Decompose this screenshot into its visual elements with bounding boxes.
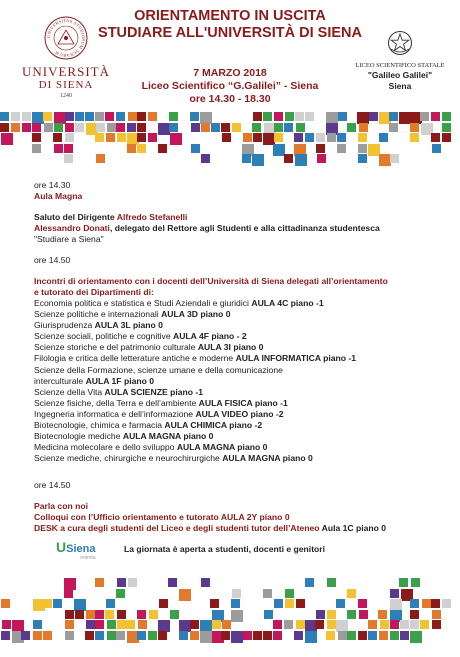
mosaic-tile [117, 578, 126, 587]
mosaic-tile [65, 631, 74, 640]
mosaic-tile [400, 620, 409, 629]
mosaic-tile [379, 133, 388, 142]
department-name: Scienze politiche e internazionali [34, 309, 162, 320]
department-room: AULA MAGNA piano 0 [222, 453, 313, 464]
event-venue: Liceo Scientifico “G.Galilei” - Siena [141, 80, 319, 92]
mosaic-tile [190, 620, 199, 629]
mosaic-tile [243, 133, 252, 142]
department-item [34, 442, 356, 453]
mosaic-tile [117, 610, 126, 619]
mosaic-tile [33, 620, 42, 629]
mosaic-tile [337, 144, 346, 153]
mosaic-tile [327, 610, 336, 619]
mosaic-tile [53, 133, 62, 142]
mosaic-tile [221, 631, 230, 640]
mosaic-tile [380, 620, 389, 629]
mosaic-tile [11, 112, 20, 121]
department-name: Biotecnologie mediche [34, 431, 123, 442]
mosaic-tile [1, 599, 10, 608]
mosaic-tile [338, 112, 347, 121]
department-item [34, 376, 356, 387]
decorative-mosaic-bottom [0, 578, 460, 648]
mosaic-tile [442, 599, 451, 608]
mosaic-tile [22, 123, 31, 132]
department-name: Scienze sociali, politiche e cognitive [34, 331, 174, 342]
mosaic-tile [284, 123, 293, 132]
desk-text: DESK a cura degli studenti del Liceo e degli studenti tutor dell’Ateneo [34, 523, 320, 533]
mosaic-tile [232, 589, 241, 598]
mosaic-tile [106, 133, 115, 142]
mosaic-tile [432, 610, 441, 619]
mosaic-tile [410, 631, 422, 643]
mosaic-tile [410, 133, 419, 142]
mosaic-tile [149, 610, 158, 619]
mosaic-tile [316, 610, 325, 619]
mosaic-tile [295, 154, 307, 166]
mosaic-tile [65, 620, 74, 629]
talk-title: "Studiare a Siena" [34, 234, 104, 244]
mosaic-tile [432, 144, 441, 153]
mosaic-tile [368, 620, 377, 629]
mosaic-tile [347, 123, 356, 132]
mosaic-tile [358, 144, 367, 153]
mosaic-tile [390, 631, 399, 640]
mosaic-tile [431, 112, 440, 121]
time-opening: ore 14.30 [34, 180, 71, 190]
mosaic-tile [252, 154, 264, 166]
mosaic-tile [117, 620, 126, 629]
mosaic-tile [285, 589, 294, 598]
talk-label: Parla con noi [34, 501, 88, 511]
department-item [34, 331, 356, 342]
mosaic-tile [105, 610, 114, 619]
mosaic-tile [336, 599, 345, 608]
mosaic-tile [128, 578, 137, 587]
mosaic-tile [253, 133, 262, 142]
mosaic-tile [43, 631, 52, 640]
mosaic-tile [358, 631, 367, 640]
mosaic-tile [137, 112, 146, 121]
mosaic-tile [11, 123, 20, 132]
mosaic-tile [369, 112, 378, 121]
department-room: AULA 4F piano - 2 [173, 331, 247, 342]
mosaic-tile [2, 620, 11, 629]
time-talk: ore 14.50 [34, 480, 71, 490]
mosaic-tile [390, 620, 399, 629]
decorative-mosaic-top [0, 112, 460, 172]
mosaic-tile [378, 610, 387, 619]
mosaic-tile [410, 620, 419, 629]
mosaic-tile [294, 133, 303, 142]
mosaic-tile [137, 123, 146, 132]
mosaic-tile [201, 578, 210, 587]
university-city: DI SIENA [38, 79, 94, 91]
mosaic-tile [420, 112, 429, 121]
mosaic-tile [86, 620, 95, 629]
mosaic-tile [75, 610, 84, 619]
mosaic-tile [231, 631, 243, 643]
mosaic-tile [368, 631, 377, 640]
department-item [34, 420, 356, 431]
department-room: AULA 4C piano -1 [251, 298, 324, 308]
mosaic-tile [33, 631, 42, 640]
mosaic-tile [316, 144, 325, 153]
mosaic-tile [117, 133, 126, 142]
mosaic-tile [148, 112, 157, 121]
mosaic-tile [65, 112, 74, 121]
mosaic-tile [22, 112, 31, 121]
mosaic-tile [274, 112, 283, 121]
mosaic-tile [212, 620, 221, 629]
mosaic-tile [411, 578, 420, 587]
mosaic-tile [442, 133, 451, 142]
mosaic-tile [64, 154, 73, 163]
mosaic-tile [190, 631, 199, 640]
mosaic-tile [222, 133, 231, 142]
greeting-line [34, 212, 187, 223]
mosaic-tile [137, 631, 146, 640]
mosaic-tile [128, 112, 137, 121]
desk-room: Aula 1C piano 0 [319, 523, 387, 533]
mosaic-tile [54, 123, 63, 132]
time-meetings: ore 14.50 [34, 255, 71, 265]
delegate-role: , delegato del Rettore agli Studenti e alla cittadinanza studentesca [109, 223, 380, 233]
italian-emblem-icon [387, 30, 413, 56]
mosaic-tile [442, 123, 451, 132]
department-name: Scienze storiche e del patrimonio culturale [34, 342, 198, 353]
mosaic-tile [347, 631, 356, 640]
mosaic-tile [65, 610, 74, 619]
svg-text:UNIVERSITAS STUDIORUM SENARUM: UNIVERSITAS STUDIORUM SENARUM [45, 17, 87, 59]
mosaic-tile [400, 631, 409, 640]
department-room: AULA MAGNA piano 0 [122, 431, 214, 442]
mosaic-tile [158, 144, 167, 153]
mosaic-tile [273, 620, 282, 629]
department-room: AULA FISICA piano -1 [198, 397, 288, 408]
mosaic-tile [43, 599, 52, 608]
mosaic-tile [315, 620, 324, 629]
mosaic-tile [106, 599, 115, 608]
department-item [34, 431, 356, 442]
mosaic-tile [358, 133, 367, 142]
mosaic-tile [190, 112, 199, 121]
mosaic-tile [0, 112, 9, 121]
meetings-heading: Incontri di orientamento con i docenti dell’Università di Siena delegati all’orientamento [34, 276, 388, 286]
department-room: AULA VIDEO piano -2 [195, 408, 284, 419]
department-name: interculturale [34, 375, 86, 386]
department-name: Medicina molecolare e dello sviluppo [34, 442, 177, 453]
mosaic-tile [253, 631, 262, 640]
mosaic-tile [389, 123, 398, 132]
mosaic-tile [410, 599, 419, 608]
department-item [34, 409, 356, 420]
mosaic-tile [65, 133, 74, 142]
mosaic-tile [137, 610, 146, 619]
mosaic-tile [389, 112, 398, 121]
mosaic-tile [422, 599, 431, 608]
department-room: AULA SCIENZE piano -1 [104, 386, 204, 397]
mosaic-tile [158, 631, 167, 640]
liceo-logo [340, 30, 460, 92]
delegate-name: Alessandro Donati [34, 223, 110, 233]
mosaic-tile [21, 631, 30, 640]
meetings-heading-cont: e tutorato dei Dipartimenti di: [34, 287, 154, 297]
mosaic-tile [295, 112, 304, 121]
mosaic-tile [107, 631, 116, 640]
mosaic-tile [95, 620, 104, 629]
mosaic-tile [359, 123, 368, 132]
mosaic-tile [159, 599, 168, 608]
mosaic-tile [32, 133, 41, 142]
mosaic-tile [201, 123, 210, 132]
mosaic-tile [32, 144, 41, 153]
mosaic-tile [294, 631, 303, 640]
department-item [34, 309, 356, 320]
closing-note: La giornata è aperta a studenti, docenti e genitori [124, 544, 326, 554]
department-name: Scienze della Vita [34, 386, 105, 397]
greeting-name: Alfredo Stefanelli [116, 212, 188, 222]
mosaic-tile [116, 589, 125, 598]
mosaic-tile [170, 610, 179, 619]
mosaic-tile [32, 123, 41, 132]
mosaic-tile [252, 123, 261, 132]
mosaic-tile [379, 631, 388, 640]
university-logo [16, 16, 116, 100]
mosaic-tile [296, 599, 305, 608]
mosaic-tile [95, 610, 104, 619]
mosaic-tile [201, 154, 210, 163]
mosaic-tile [1, 631, 10, 640]
mosaic-tile [264, 610, 273, 619]
mosaic-tile [337, 133, 346, 142]
mosaic-tile [327, 620, 336, 629]
department-room: AULA 3L piano 0 [94, 320, 163, 331]
mosaic-tile [284, 154, 293, 163]
mosaic-tile [191, 144, 200, 153]
mosaic-tile [285, 112, 294, 121]
mosaic-tile [221, 123, 230, 132]
usiena-logo-u: U [56, 539, 67, 555]
mosaic-tile [211, 123, 220, 132]
mosaic-tile [44, 123, 53, 132]
mosaic-tile [316, 133, 325, 142]
mosaic-tile [263, 589, 272, 598]
department-name: Economia politica e statistica e Studi Aziendali e giuridici [34, 298, 252, 308]
department-name: Giurisprudenza [34, 320, 95, 331]
mosaic-tile [95, 133, 104, 142]
mosaic-tile [263, 112, 272, 121]
department-item [34, 365, 356, 376]
mosaic-tile [442, 112, 451, 121]
mosaic-tile [85, 112, 94, 121]
mosaic-tile [64, 589, 73, 598]
mosaic-tile [116, 631, 125, 640]
mosaic-tile [273, 631, 282, 640]
department-room: AULA 1F piano 0 [85, 375, 155, 386]
mosaic-tile [65, 123, 74, 132]
liceo-type: LICEO SCIENTIFICO STATALE [355, 62, 445, 69]
mosaic-tile [85, 631, 94, 640]
department-name: Scienze fisiche, della Terra e dell’ambiente [34, 397, 199, 408]
department-room: AULA CHIMICA piano -2 [164, 420, 263, 431]
department-name: Scienze della Formazione, scienze umane e della comunicazione [34, 364, 283, 375]
mosaic-tile [137, 144, 146, 153]
mosaic-tile [347, 589, 356, 598]
poster-title-line1: ORIENTAMENTO IN USCITA [134, 8, 326, 24]
mosaic-tile [305, 133, 314, 142]
mosaic-tile [285, 599, 294, 608]
department-item [34, 387, 356, 398]
department-item [34, 453, 356, 464]
department-item [34, 353, 356, 364]
department-item [34, 320, 356, 331]
mosaic-tile [107, 123, 116, 132]
mosaic-tile [305, 631, 317, 643]
mosaic-tile [243, 631, 252, 640]
mosaic-tile [410, 123, 419, 132]
mosaic-tile [284, 620, 293, 629]
mosaic-tile [274, 599, 283, 608]
department-list [34, 298, 356, 464]
mosaic-tile [158, 123, 170, 135]
office-line: Colloqui con l’Ufficio orientamento e tutorato AULA 2Y piano 0 [34, 512, 290, 522]
mosaic-tile [326, 631, 335, 640]
mosaic-tile [95, 631, 104, 640]
usiena-logo-siena: Siena [66, 543, 96, 555]
mosaic-tile [126, 620, 135, 629]
delegate-line [34, 223, 380, 234]
department-room: AULA INFORMATICA piano -1 [235, 353, 357, 364]
poster-title-line2: STUDIARE ALL'UNIVERSITÀ DI SIENA [98, 25, 362, 41]
mosaic-tile [179, 589, 191, 601]
mosaic-tile [327, 133, 336, 142]
mosaic-tile [54, 144, 63, 153]
mosaic-tile [95, 112, 104, 121]
department-room: AULA 3D piano 0 [161, 309, 231, 320]
department-room: AULA MAGNA piano 0 [176, 442, 268, 453]
mosaic-tile [116, 123, 125, 132]
desk-line [34, 523, 386, 534]
mosaic-tile [317, 154, 326, 163]
mosaic-tile [95, 578, 104, 587]
mosaic-tile [358, 154, 367, 163]
department-item [34, 342, 356, 353]
mosaic-tile [231, 610, 243, 622]
mosaic-tile [232, 123, 241, 132]
department-name: Scienze mediche, chirurgiche e neurochirurgiche [34, 453, 223, 464]
mosaic-tile [390, 589, 399, 598]
mosaic-tile [168, 578, 177, 587]
mosaic-tile [200, 631, 212, 643]
mosaic-tile [105, 112, 114, 121]
mosaic-tile [96, 154, 105, 163]
mosaic-tile [274, 133, 283, 142]
mosaic-tile [359, 610, 368, 619]
greeting-label: Saluto del Dirigente [34, 212, 117, 222]
mosaic-tile [191, 123, 200, 132]
event-hours: ore 14.30 - 18.30 [189, 93, 271, 105]
mosaic-tile [127, 144, 136, 153]
mosaic-tile [210, 599, 219, 608]
mosaic-tile [432, 620, 441, 629]
mosaic-tile [1, 133, 13, 145]
mosaic-tile [231, 599, 240, 608]
event-date: 7 MARZO 2018 [193, 67, 267, 79]
mosaic-tile [116, 112, 125, 121]
university-name: UNIVERSITÀ [22, 64, 110, 79]
mosaic-tile [43, 112, 52, 121]
mosaic-tile [358, 599, 367, 608]
mosaic-tile [169, 123, 178, 132]
mosaic-tile [179, 631, 188, 640]
mosaic-tile [170, 133, 182, 145]
department-item [34, 398, 356, 409]
mosaic-tile [296, 620, 305, 629]
department-name: Filologia e critica delle letterature antiche e moderne [34, 353, 236, 364]
liceo-city: Siena [388, 81, 412, 91]
mosaic-tile [347, 610, 356, 619]
university-seal-icon [44, 16, 88, 60]
mosaic-tile [431, 599, 440, 608]
liceo-name: "Galileo Galilei" [367, 70, 433, 80]
mosaic-tile [399, 578, 408, 587]
mosaic-tile [305, 578, 314, 587]
mosaic-tile [75, 112, 84, 121]
mosaic-tile [222, 620, 231, 629]
mosaic-tile [327, 578, 336, 587]
mosaic-tile [137, 133, 146, 142]
department-room: AULA 3I piano 0 [197, 342, 264, 353]
department-name: Ingegneria informatica e dell’informazione [34, 408, 196, 419]
mosaic-tile [253, 112, 262, 121]
mosaic-tile [0, 123, 9, 132]
usiena-logo-tag: orienta [80, 555, 96, 561]
mosaic-tile [305, 112, 314, 121]
mosaic-tile [148, 133, 157, 142]
mosaic-tile [148, 631, 157, 640]
mosaic-tile [96, 123, 105, 132]
place-opening: Aula Magna [34, 191, 83, 201]
mosaic-tile [390, 154, 399, 163]
mosaic-tile [64, 144, 73, 153]
mosaic-tile [53, 599, 62, 608]
mosaic-tile [431, 133, 440, 142]
university-year: 1240 [60, 93, 72, 99]
mosaic-tile [420, 620, 429, 629]
mosaic-tile [169, 112, 178, 121]
mosaic-tile [338, 631, 347, 640]
mosaic-tile [274, 123, 283, 132]
mosaic-tile [75, 123, 84, 132]
department-name: Biotecnologie, chimica e farmacia [34, 420, 165, 431]
mosaic-tile [138, 620, 147, 629]
mosaic-tile [296, 123, 305, 132]
department-item [34, 298, 356, 309]
mosaic-tile [127, 123, 136, 132]
mosaic-tile [107, 620, 116, 629]
mosaic-tile [242, 154, 251, 163]
mosaic-tile [86, 610, 95, 619]
mosaic-tile [410, 610, 419, 619]
usiena-logo [56, 539, 95, 561]
mosaic-tile [263, 631, 272, 640]
